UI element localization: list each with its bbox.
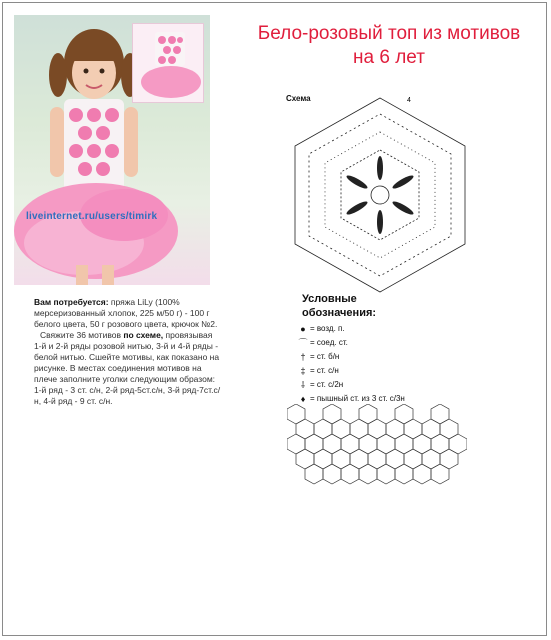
single-crochet-icon: † — [300, 352, 306, 362]
legend-item — [296, 322, 405, 336]
legend-item — [296, 336, 405, 350]
layout-row-3 — [287, 434, 467, 454]
motif-diagram — [285, 92, 475, 302]
assembly-text-b: провязывая 1-й и 2-й ряды розовой нитью, 3-й и 4-й ряды - белой нитью. Сшейте мотивы, как показано на рисунке. В местах соединения мотивов на плече заполните уголки следующим образом: 1-й ряд - 3 ст. с/н, 2-й ряд-5ст.с/н, 3-й ряд-7ст.с/н, 4-й ряд - 9 ст. с/н. — [34, 330, 221, 406]
layout-row-1 — [287, 404, 449, 424]
title-line-2: на 6 лет — [353, 47, 425, 68]
product-photo — [14, 15, 210, 285]
legend-item-text: = пышный ст. из 3 ст. с/3н — [310, 394, 405, 403]
treble-crochet-icon: ⸸ — [300, 380, 306, 390]
legend-title — [302, 292, 376, 320]
page-title — [230, 22, 548, 70]
legend-title-line-1: Условные — [302, 293, 357, 305]
legend-item-text: = ст. с/н — [310, 366, 339, 375]
legend-item — [296, 378, 405, 392]
legend-item — [296, 364, 405, 378]
title-line-1: Бело-розовый топ из мотивов — [257, 23, 521, 44]
slip-stitch-icon: ⌒ — [298, 338, 308, 348]
materials-paragraph — [34, 297, 222, 330]
legend-title-line-2: обозначения: — [302, 307, 377, 319]
double-crochet-icon: ‡ — [300, 366, 306, 376]
assembly-text-a: Свяжите 36 мотивов — [40, 330, 124, 340]
motif-layout-diagram — [287, 404, 467, 494]
inset-photo — [132, 23, 204, 103]
legend-list — [296, 322, 405, 406]
schema-label: Схема — [286, 94, 311, 103]
legend-item — [296, 350, 405, 364]
materials-label: Вам потребуется: — [34, 297, 109, 307]
instructions-text — [34, 297, 222, 407]
row-number: 4 — [407, 97, 411, 104]
assembly-paragraph — [34, 330, 222, 407]
legend-item-text: = ст. с/2н — [310, 380, 344, 389]
assembly-text-bold: по схеме, — [123, 330, 164, 340]
layout-row-5 — [305, 464, 449, 484]
legend-item-text: = соед. ст. — [310, 338, 348, 347]
materials-body: пряжа LiLy (100% мерсеризованный хлопок, 225 м/50 г) - 100 г белого цвета, 50 г розового цвета, крючок №2. — [34, 297, 218, 329]
puff-stitch-icon: ♦ — [300, 394, 306, 404]
legend-item-text: = ст. б/н — [310, 352, 340, 361]
watermark-text: liveinternet.ru/users/timirk — [26, 211, 158, 222]
legend-item-text: = возд. п. — [310, 324, 345, 333]
layout-row-2 — [296, 419, 458, 439]
layout-row-4 — [296, 449, 458, 469]
chain-stitch-icon: ● — [300, 324, 306, 334]
